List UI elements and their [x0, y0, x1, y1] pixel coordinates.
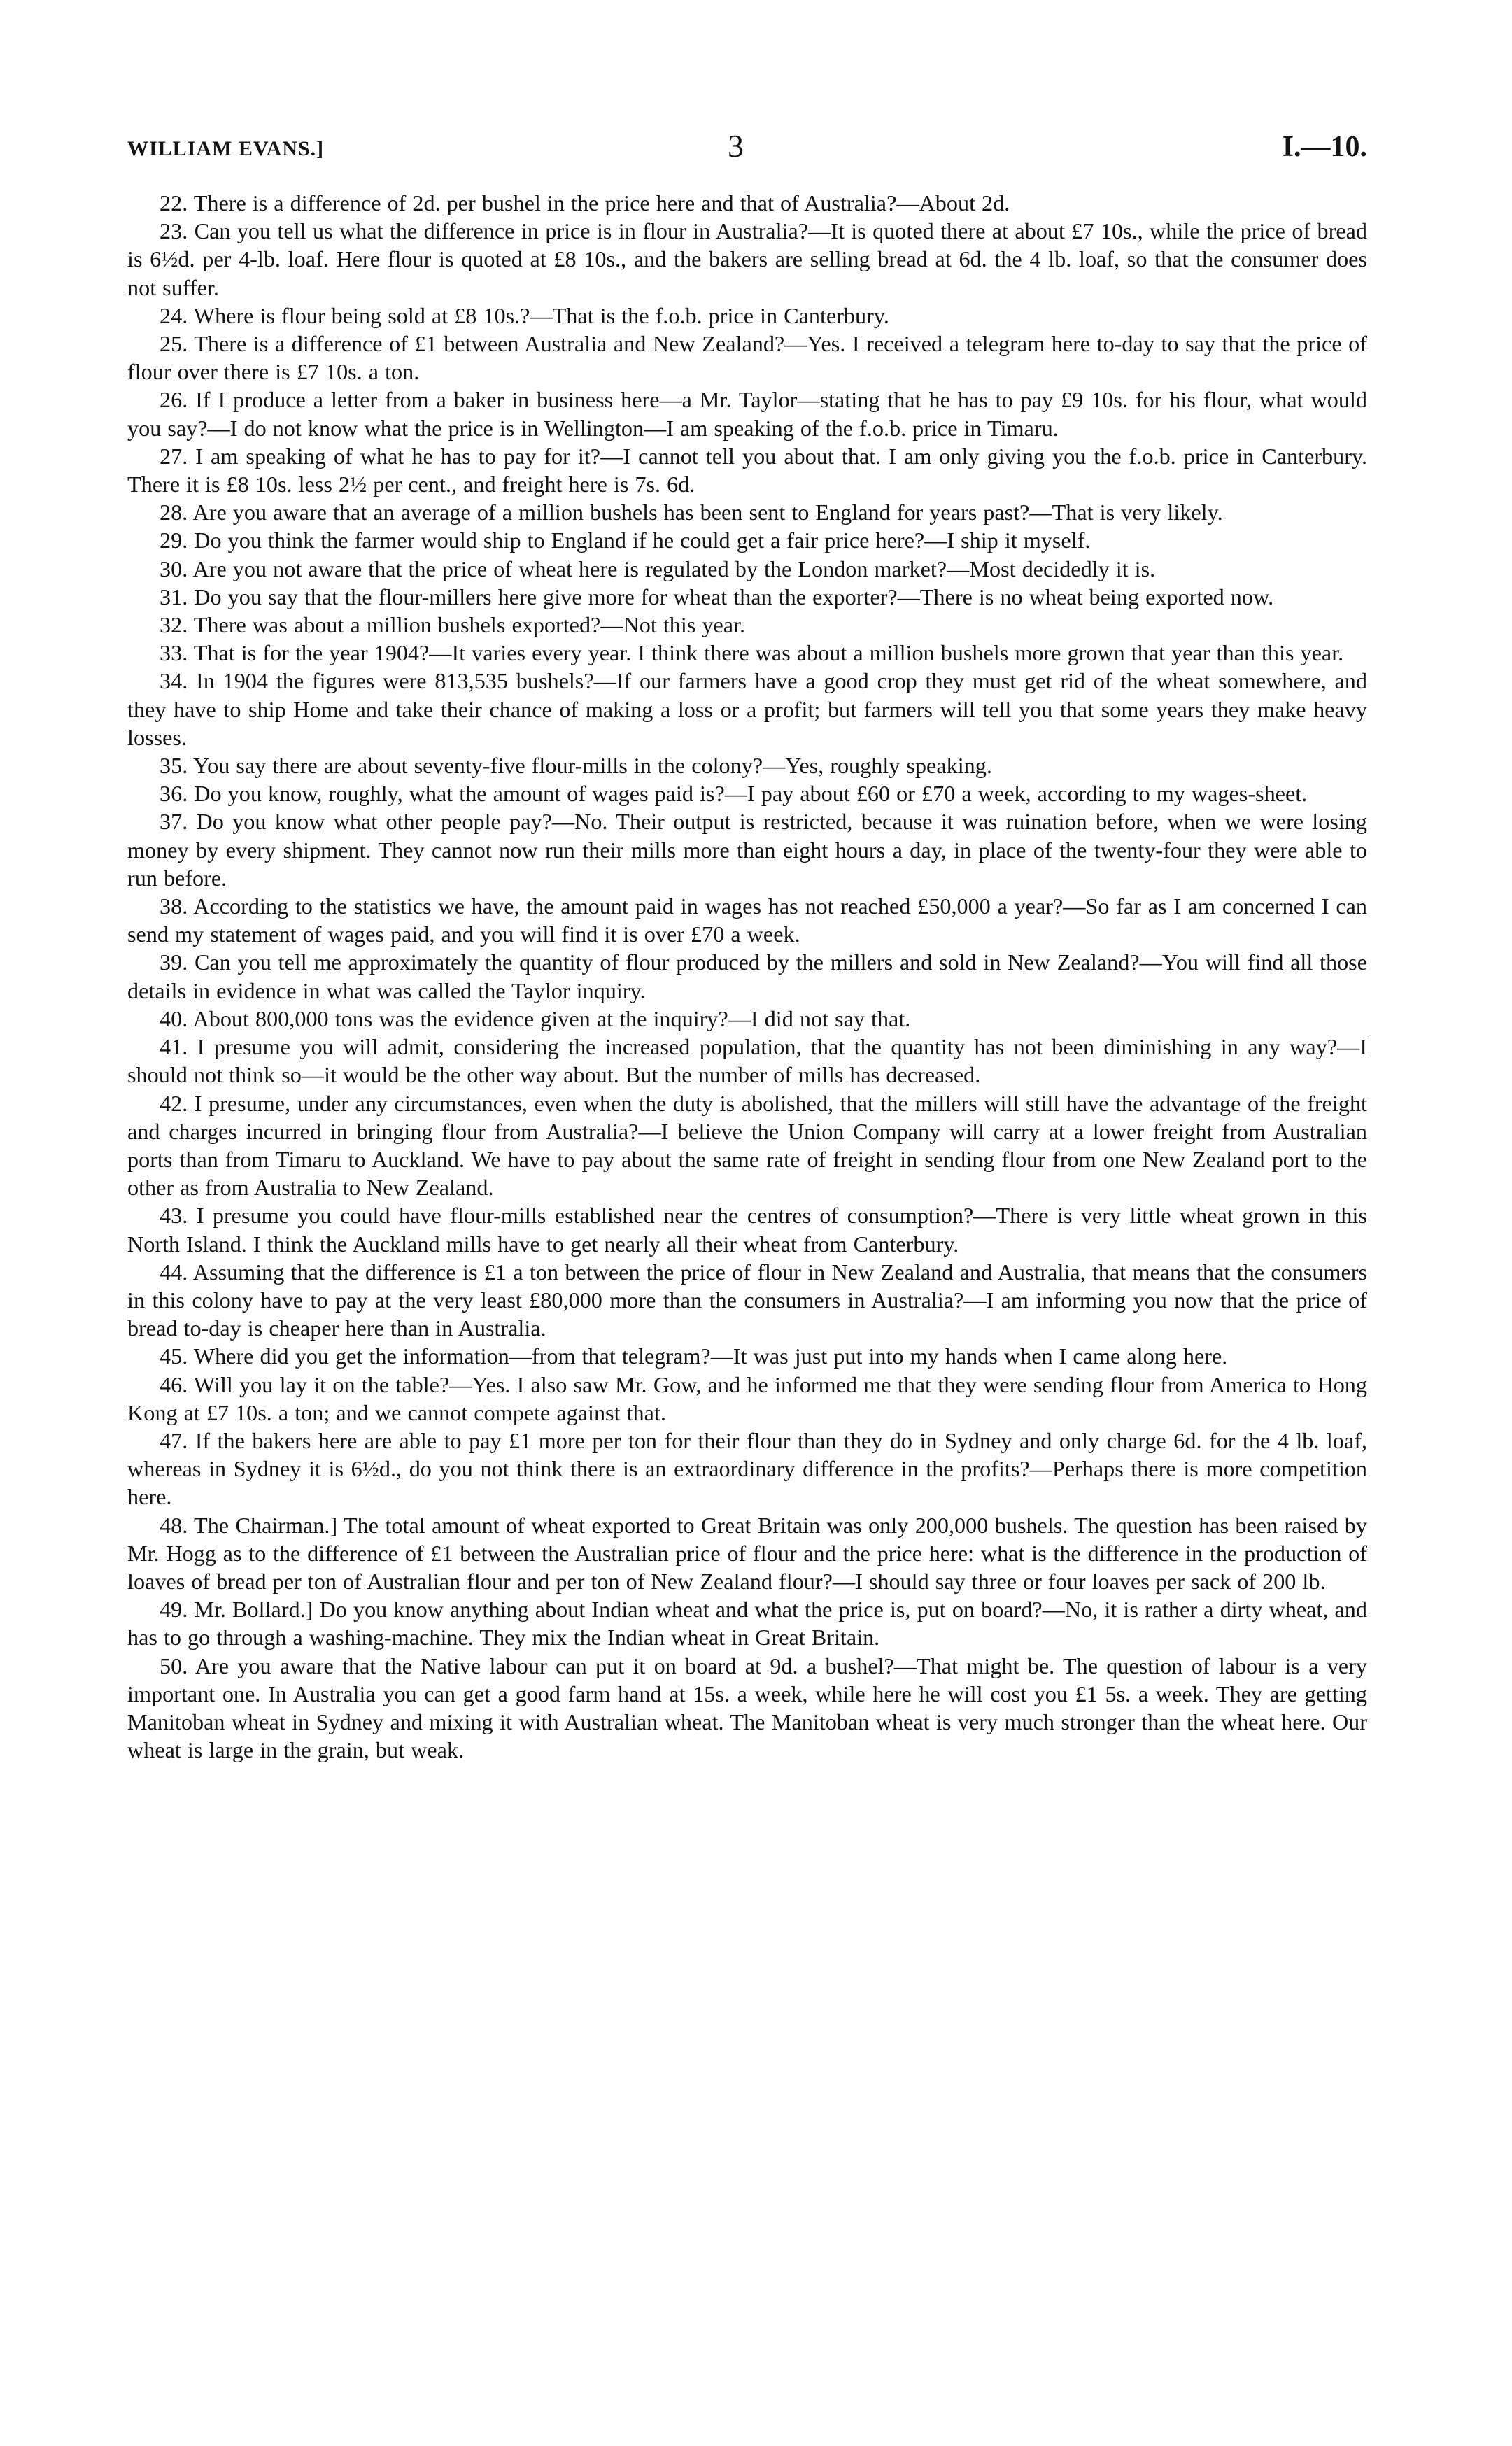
- paper-code: I.—10.: [1282, 131, 1367, 163]
- question-42: 42. I presume, under any circumstances, even when the duty is abolished, that the millers will still have the advantage of the freight and charges incurred in bringing flour from Australia?—I believe the Union Company will carry at a lower freight from Australian ports than from Timaru to Auckland. We have to pay about the same rate of freight in sending flour from one New Zealand port to the other as from Australia to New Zealand.: [127, 1090, 1367, 1201]
- question-25: 25. There is a difference of £1 between Australia and New Zealand?—Yes. I received a telegram here to-day to say that the price of flour over there is £7 10s. a ton.: [127, 331, 1367, 385]
- question-24: 24. Where is flour being sold at £8 10s.?—That is the f.o.b. price in Canterbury.: [160, 302, 889, 328]
- question-22: 22. There is a difference of 2d. per bushel in the price here and that of Australia?—About 2d.: [160, 190, 1010, 215]
- page-number: 3: [728, 128, 744, 164]
- witness-name: WILLIAM EVANS.]: [127, 137, 325, 160]
- question-26: 26. If I produce a letter from a baker in business here—a Mr. Taylor—stating that he has to pay £9 10s. for his flour, what would you say?—I do not know what the price is in Wellington—I am speaking of the f.o.b. price in Timaru.: [127, 387, 1367, 441]
- question-38: 38. According to the statistics we have, the amount paid in wages has not reached £50,000 a year?—So far as I am concerned I can send my statement of wages paid, and you will find it is over £70 a week.: [127, 893, 1367, 947]
- question-30: 30. Are you not aware that the price of wheat here is regulated by the London market?—Most decidedly it is.: [160, 556, 1156, 581]
- question-31: 31. Do you say that the flour-millers here give more for wheat than the exporter?—There is no wheat being exported now.: [160, 584, 1274, 609]
- question-50: 50. Are you aware that the Native labour can put it on board at 9d. a bushel?—That might be. The question of labour is a very important one. In Australia you can get a good farm hand at 15s. a week, while here he will cost you £1 5s. a week. They are getting Manitoban wheat in Sydney and mixing it with Australian wheat. The Manitoban wheat is very much stronger than the wheat here. Our wheat is large in the grain, but weak.: [127, 1653, 1367, 1763]
- question-23: 23. Can you tell us what the difference in price is in flour in Australia?—It is quoted there at about £7 10s., while the price of bread is 6½d. per 4-lb. loaf. Here flour is quoted at £8 10s., and the bakers are selling bread at 6d. the 4 lb. loaf, so that the consumer does not suffer.: [127, 218, 1367, 300]
- document-page: [127, 127, 1367, 1764]
- question-46: 46. Will you lay it on the table?—Yes. I also saw Mr. Gow, and he informed me that they were sending flour from America to Hong Kong at £7 10s. a ton; and we cannot compete against that.: [127, 1371, 1367, 1425]
- question-39: 39. Can you tell me approximately the quantity of flour produced by the millers and sold in New Zealand?—You will find all those details in evidence in what was called the Taylor inquiry.: [127, 949, 1367, 1003]
- question-35: 35. You say there are about seventy-five flour-mills in the colony?—Yes, roughly speaking.: [160, 753, 992, 779]
- question-40: 40. About 800,000 tons was the evidence given at the inquiry?—I did not say that.: [160, 1005, 911, 1031]
- question-37: 37. Do you know what other people pay?—No. Their output is restricted, because it was ruination before, when we were losing money by every shipment. They cannot now run their mills more than eight hours a day, in place of the twenty-four they were able to run before.: [127, 809, 1367, 891]
- page-header: [127, 127, 1367, 168]
- question-28: 28. Are you aware that an average of a million bushels has been sent to England for years past?—That is very likely.: [160, 500, 1223, 525]
- question-33: 33. That is for the year 1904?—It varies every year. I think there was about a million bushels more grown that year than this year.: [160, 640, 1344, 666]
- question-45: 45. Where did you get the information—from that telegram?—It was just put into my hands when I came along here.: [160, 1343, 1228, 1369]
- question-47: 47. If the bakers here are able to pay £1 more per ton for their flour than they do in Sydney and only charge 6d. for the 4 lb. loaf, whereas in Sydney it is 6½d., do you not think there is an extraordinary difference in the profits?—Perhaps there is more competition here.: [127, 1427, 1367, 1510]
- question-44: 44. Assuming that the difference is £1 a ton between the price of flour in New Zealand and Australia, that means that the consumers in this colony have to pay at the very least £80,000 more than the consumers in Australia?—I am informing you now that the price of bread to-day is cheaper here than in Australia.: [127, 1259, 1367, 1341]
- question-32: 32. There was about a million bushels exported?—Not this year.: [160, 612, 746, 638]
- question-43: 43. I presume you could have flour-mills established near the centres of consumption?—There is very little wheat grown in this North Island. I think the Auckland mills have to get nearly all their wheat from Canterbury.: [127, 1203, 1367, 1257]
- evidence-body: [127, 189, 1367, 1764]
- question-49: 49. Mr. Bollard.] Do you know anything about Indian wheat and what the price is, put on board?—No, it is rather a dirty wheat, and has to go through a washing-machine. They mix the Indian wheat in Great Britain.: [127, 1597, 1367, 1650]
- question-29: 29. Do you think the farmer would ship to England if he could get a fair price here?—I ship it myself.: [160, 528, 1091, 553]
- question-36: 36. Do you know, roughly, what the amount of wages paid is?—I pay about £60 or £70 a week, according to my wages-sheet.: [160, 781, 1308, 807]
- question-34: 34. In 1904 the figures were 813,535 bushels?—If our farmers have a good crop they must get rid of the wheat somewhere, and they have to ship Home and take their chance of making a loss or a profit; but farmers will tell you that some years they make heavy losses.: [127, 668, 1367, 750]
- question-48: 48. The Chairman.] The total amount of wheat exported to Great Britain was only 200,000 bushels. The question has been raised by Mr. Hogg as to the difference of £1 between the Australian price of flour and the price here: what is the difference in the production of loaves of bread per ton of Australian flour and per ton of New Zealand flour?—I should say three or four loaves per sack of 200 lb.: [127, 1512, 1367, 1594]
- question-41: 41. I presume you will admit, considering the increased population, that the quantity has not been diminishing in any way?—I should not think so—it would be the other way about. But the number of mills has decreased.: [127, 1034, 1367, 1088]
- question-27: 27. I am speaking of what he has to pay for it?—I cannot tell you about that. I am only giving you the f.o.b. price in Canterbury. There it is £8 10s. less 2½ per cent., and freight here is 7s. 6d.: [127, 443, 1367, 497]
